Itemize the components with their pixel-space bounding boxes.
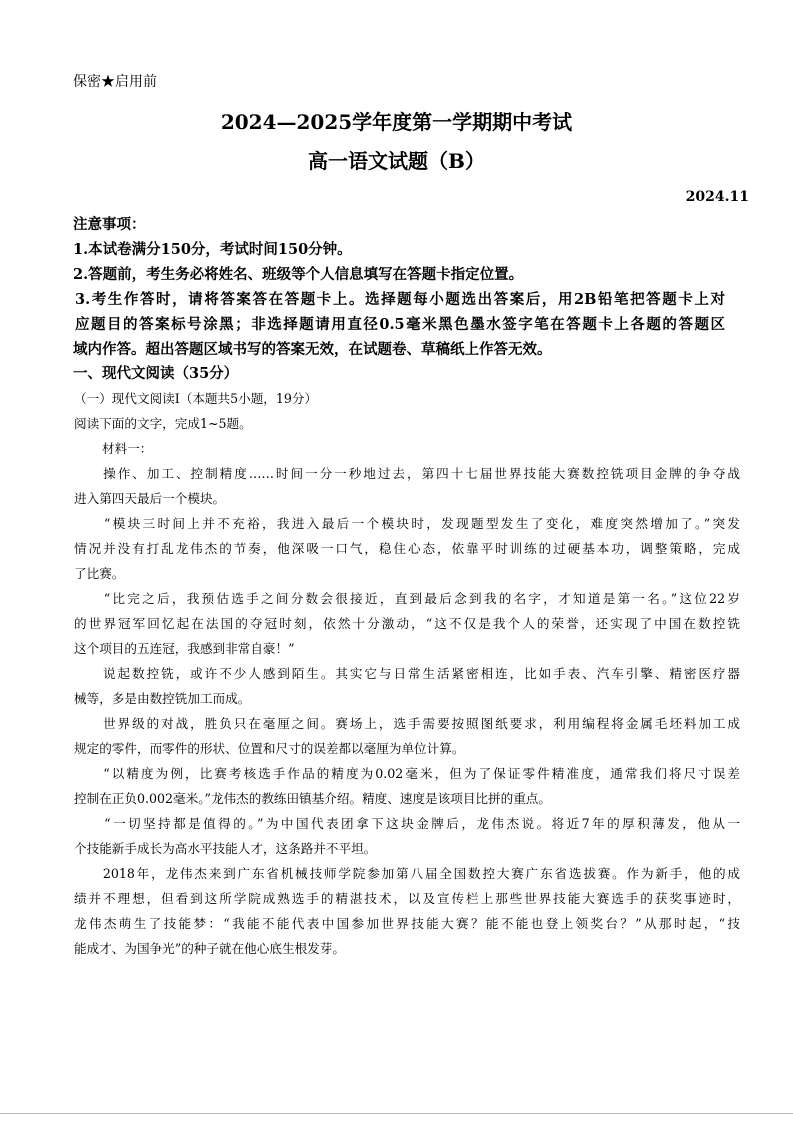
- paragraph-line: 的世界冠军回忆起在法国的夺冠时刻，依然十分激动，“这不仅是我个人的荣誉，还实现了中国在数控铣: [74, 616, 740, 631]
- confidential-label: 保密★启用前: [73, 74, 157, 90]
- paragraph-line: 个技能新手成长为高水平技能人才，这条路并不平坦。: [74, 841, 377, 856]
- paragraph-line: 绩并不理想，但看到这所学院成熟选手的精湛技术，以及宣传栏上那些世界技能大赛选手的获奖事迹时，: [74, 891, 740, 906]
- paragraph-line: 情况并没有打乱龙伟杰的节奏，他深吸一口气，稳住心态，依靠平时训练的过硬基本功，调整策略，完成: [74, 541, 740, 556]
- paragraph-line: “模块三时间上并不充裕，我进入最后一个模块时，发现题型发生了变化，难度突然增加了。”突发: [74, 516, 740, 531]
- section-heading: 一、现代文阅读（35分）: [73, 365, 239, 382]
- paragraph-line: 械等，多是由数控铣加工而成。: [74, 691, 251, 706]
- paragraph-line: 2018年，龙伟杰来到广东省机械技师学院参加第八届全国数控大赛广东省选拔赛。作为新手，他的成: [74, 866, 740, 881]
- material-label: 材料一：: [102, 441, 153, 456]
- paragraph-line: 了比赛。: [74, 566, 125, 581]
- exam-title: 2024—2025学年度第一学期期中考试: [220, 110, 573, 134]
- notice-item-3-line: 域内作答。超出答题区域书写的答案无效，在试题卷、草稿纸上作答无效。: [73, 341, 552, 358]
- paragraph-line: 世界级的对战，胜负只在毫厘之间。赛场上，选手需要按照图纸要求，利用编程将金属毛坯料加工成: [74, 716, 740, 731]
- notice-item-2: 2.答题前，考生务必将姓名、班级等个人信息填写在答题卡指定位置。: [73, 266, 524, 283]
- paragraph-line: 操作、加工、控制精度……时间一分一秒地过去，第四十七届世界技能大赛数控铣项目金牌的争夺战: [74, 466, 740, 481]
- page-bottom-divider: [0, 1113, 793, 1114]
- paragraph-line: “一切坚持都是值得的。”为中国代表团拿下这块金牌后，龙伟杰说。将近7年的厚积薄发，他从一: [74, 816, 740, 831]
- paragraph-line: “以精度为例，比赛考核选手作品的精度为0.02毫米，但为了保证零件精准度，通常我们将尺寸误差: [74, 766, 740, 781]
- exam-date: 2024.11: [685, 189, 749, 205]
- paragraph-line: 龙伟杰萌生了技能梦：“我能不能代表中国参加世界技能大赛？能不能也登上领奖台？”从那时起，“技: [74, 916, 740, 931]
- exam-subtitle: 高一语文试题（B）: [308, 149, 485, 173]
- paragraph-line: 进入第四天最后一个模块。: [74, 491, 226, 506]
- notice-item-3-line: 应题目的答案标号涂黑；非选择题请用直径0.5毫米黑色墨水签字笔在答题卡上各题的答题区: [75, 316, 725, 333]
- paragraph-line: “比完之后，我预估选手之间分数会很接近，直到最后念到我的名字，才知道是第一名。”这位22岁: [74, 591, 740, 606]
- paragraph-line: 控制在正负0.002毫米。”龙伟杰的教练田镇基介绍。精度、速度是该项目比拼的重点。: [74, 791, 551, 806]
- paragraph-line: 这个项目的五连冠，我感到非常自豪！”: [74, 641, 295, 656]
- paragraph-line: 说起数控铣，或许不少人感到陌生。其实它与日常生活紧密相连，比如手表、汽车引擎、精密医疗器: [74, 666, 740, 681]
- paragraph-line: 规定的零件，而零件的形状、位置和尺寸的误差都以毫厘为单位计算。: [74, 741, 465, 756]
- reading-instruction: 阅读下面的文字，完成1~5题。: [74, 416, 252, 431]
- notice-item-1: 1.本试卷满分150分，考试时间150分钟。: [73, 241, 352, 258]
- notice-heading: 注意事项：: [73, 216, 146, 233]
- sub-section-heading: （一）现代文阅读Ⅰ（本题共5小题，19分）: [74, 391, 318, 406]
- notice-item-3-line: 3.考生作答时，请将答案答在答题卡上。选择题每小题选出答案后，用2B铅笔把答题卡上对: [75, 291, 725, 308]
- paragraph-line: 能成才、为国争光”的种子就在他心底生根发芽。: [74, 941, 345, 956]
